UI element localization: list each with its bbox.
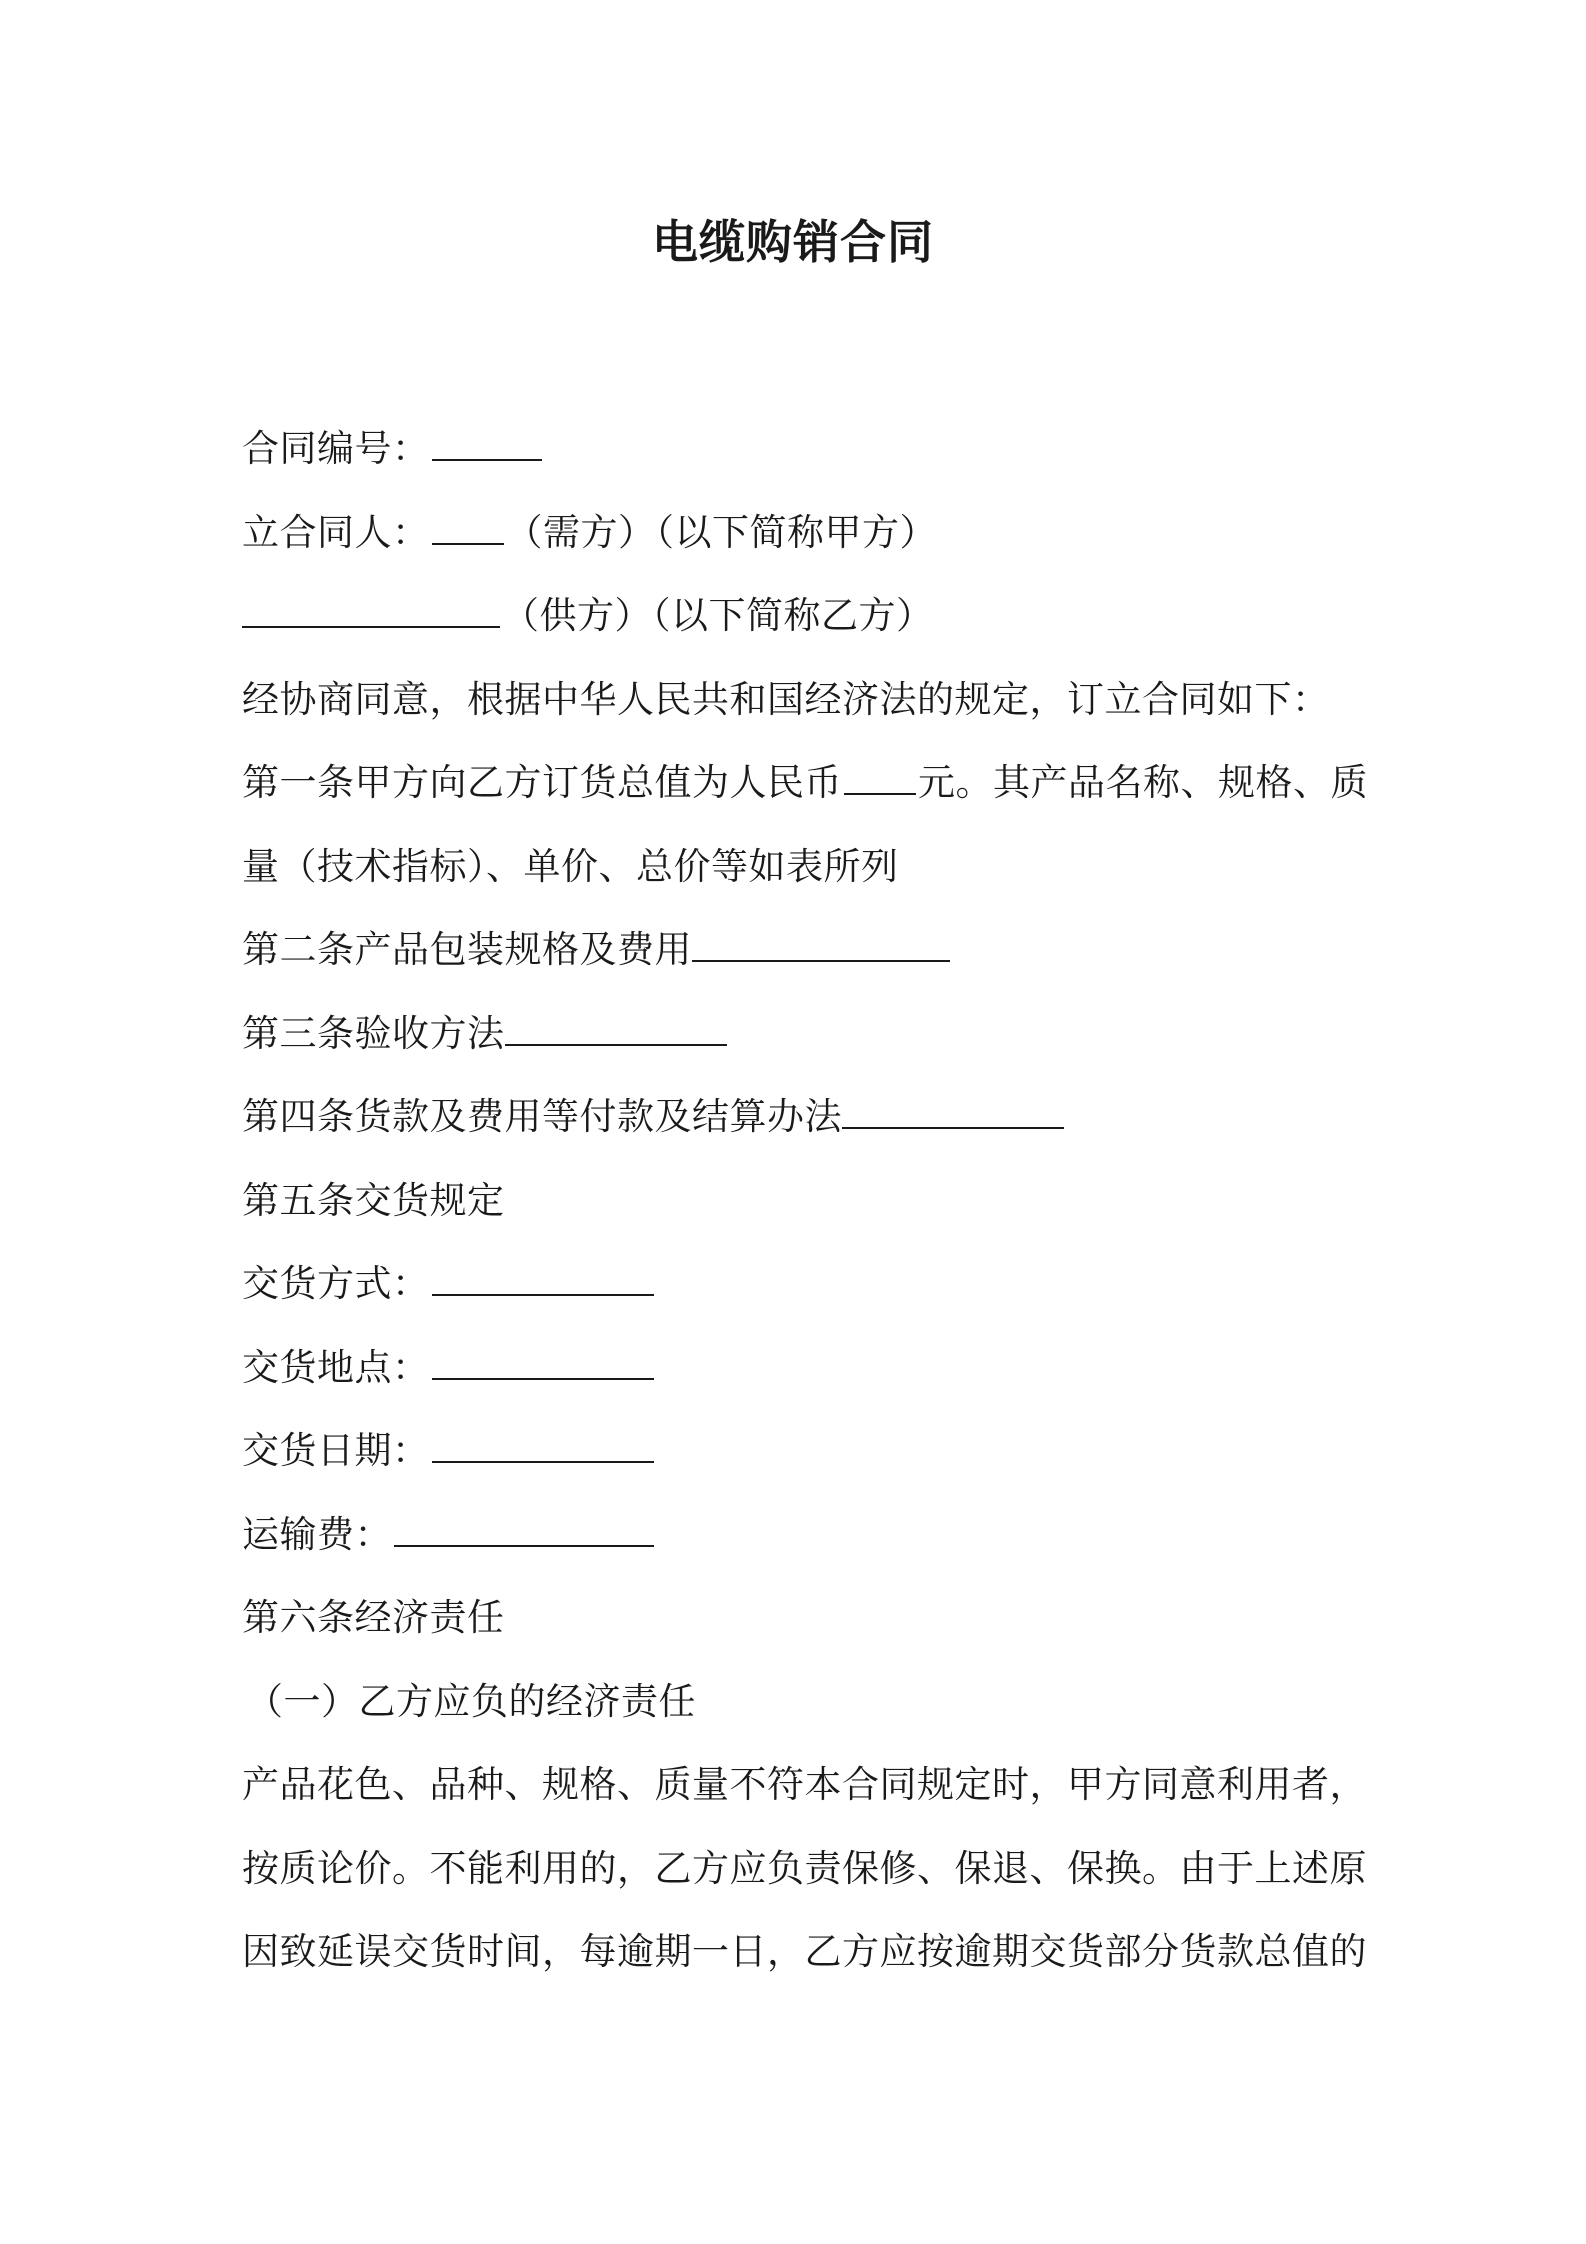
payment-blank	[842, 1101, 1064, 1129]
article-1-line-1	[242, 741, 1368, 825]
article-6-line: 第六条经济责任	[242, 1596, 505, 1639]
paragraph-line-3: 因致延误交货时间，每逾期一日，乙方应按逾期交货部分货款总值的	[242, 1930, 1367, 1973]
party-a-suffix: （需方）（以下简称甲方）	[505, 510, 937, 554]
party-a-blank	[432, 517, 504, 545]
article-2-line	[242, 908, 1362, 992]
delivery-date-blank	[432, 1435, 654, 1463]
article-2-text: 第二条产品包装规格及费用	[242, 928, 692, 971]
document-body	[242, 407, 1368, 1994]
delivery-method-line	[242, 1242, 1362, 1326]
contract-number-label: 合同编号：	[242, 427, 430, 470]
article-1-line-2: 量（技术指标）、单价、总价等如表所列	[242, 844, 899, 888]
party-b-blank	[242, 600, 500, 628]
article-6-subsection-1: （一）乙方应负的经济责任	[246, 1679, 696, 1723]
article-4-text: 第四条货款及费用等付款及结算办法	[242, 1095, 842, 1138]
delivery-date-label: 交货日期：	[242, 1429, 430, 1472]
delivery-method-label: 交货方式：	[242, 1262, 430, 1305]
article-3-line	[242, 992, 1362, 1076]
article-3-text: 第三条验收方法	[242, 1011, 505, 1055]
delivery-place-line	[242, 1326, 1362, 1410]
article-1-text-b: 元。其产品名称、规格、质	[918, 761, 1368, 804]
delivery-place-blank	[432, 1352, 654, 1380]
freight-line	[242, 1493, 1362, 1577]
delivery-date-line	[242, 1409, 1362, 1493]
order-total-blank	[844, 767, 916, 795]
preamble-line: 经协商同意，根据中华人民共和国经济法的规定，订立合同如下：	[242, 677, 1330, 721]
party-b-suffix: （供方）（以下简称乙方）	[502, 594, 934, 637]
freight-blank	[394, 1519, 654, 1547]
acceptance-blank	[505, 1018, 727, 1046]
party-a-line	[242, 491, 1362, 575]
article-4-line	[242, 1075, 1362, 1159]
delivery-method-blank	[432, 1268, 654, 1296]
packaging-blank	[692, 934, 950, 962]
paragraph-line-2: 按质论价。不能利用的，乙方应负责保修、保退、保换。由于上述原	[242, 1846, 1367, 1890]
party-label: 立合同人：	[242, 510, 430, 554]
article-5-line: 第五条交货规定	[242, 1178, 505, 1222]
contract-number-line	[242, 407, 1362, 491]
paragraph-line-1: 产品花色、品种、规格、质量不符本合同规定时，甲方同意利用者，	[242, 1763, 1367, 1806]
article-1-text-a: 第一条甲方向乙方订货总值为人民币	[242, 761, 842, 804]
contract-number-blank	[432, 433, 542, 461]
document-title: 电缆购销合同	[652, 215, 934, 269]
freight-label: 运输费：	[242, 1512, 392, 1556]
delivery-place-label: 交货地点：	[242, 1345, 430, 1389]
party-b-line	[242, 574, 1362, 658]
